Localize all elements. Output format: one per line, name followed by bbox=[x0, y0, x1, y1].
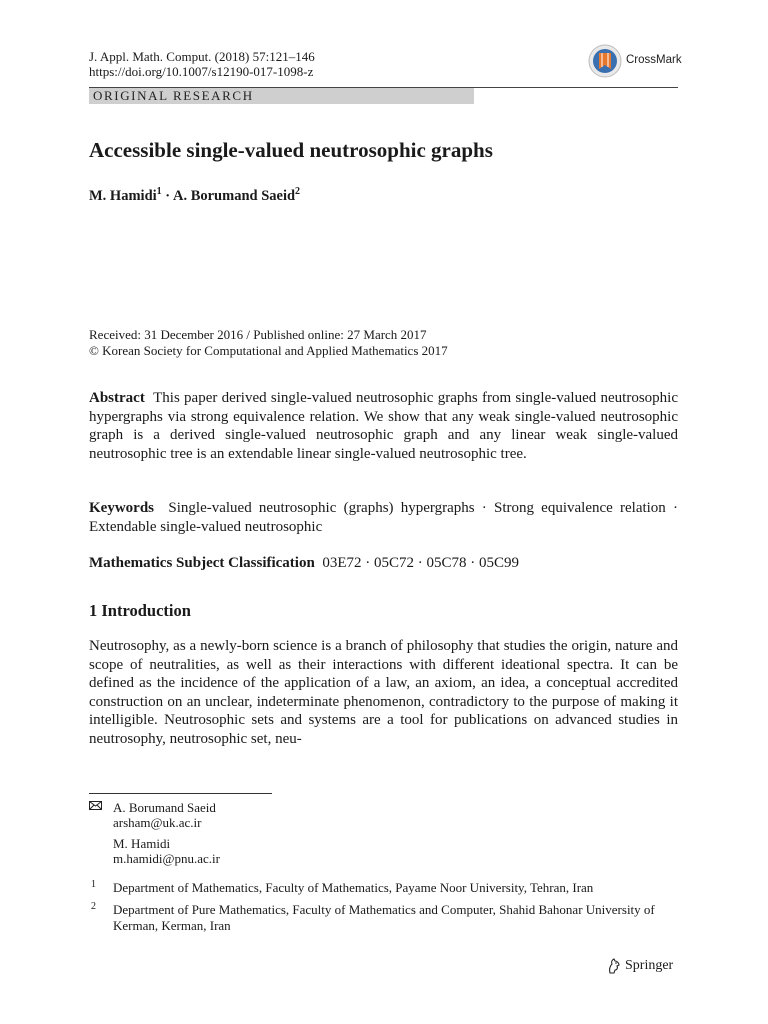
crossmark-badge[interactable] bbox=[588, 44, 684, 78]
article-category: ORIGINAL RESEARCH bbox=[93, 88, 254, 103]
author-name: M. Hamidi bbox=[89, 188, 157, 204]
keywords bbox=[89, 499, 678, 536]
envelope-icon bbox=[89, 801, 102, 810]
abstract-label: Abstract bbox=[89, 390, 145, 406]
keywords-label: Keywords bbox=[89, 500, 154, 516]
doi-link[interactable]: https://doi.org/10.1007/s12190-017-1098-z bbox=[89, 64, 314, 79]
msc-codes: 03E72 · 05C72 · 05C78 · 05C99 bbox=[322, 555, 519, 571]
subject-classification bbox=[89, 554, 678, 573]
author-separator: · bbox=[161, 188, 173, 204]
footnote-rule bbox=[89, 793, 272, 794]
corresponding-author-name: A. Borumand Saeid bbox=[113, 800, 216, 815]
keywords-text: Single-valued neutrosophic (graphs) hypergraphs · Strong equivalence relation · Extendable single-valued neutrosophic bbox=[89, 500, 678, 535]
corresponding-author-email[interactable]: arsham@uk.ac.ir bbox=[113, 815, 202, 830]
affiliation-marker: 2 bbox=[295, 186, 301, 197]
copyright-line: © Korean Society for Computational and Applied Mathematics 2017 bbox=[89, 342, 448, 358]
publication-history bbox=[89, 327, 448, 358]
author-name: A. Borumand Saeid bbox=[172, 188, 296, 204]
crossmark-label: CrossMark bbox=[626, 54, 682, 66]
affiliation-number: 2 bbox=[91, 901, 96, 912]
msc-label: Mathematics Subject Classification bbox=[89, 555, 315, 571]
coauthor-name: M. Hamidi bbox=[113, 836, 171, 851]
springer-horse-icon bbox=[607, 958, 621, 974]
affiliation-number: 1 bbox=[91, 879, 96, 890]
abstract-text: This paper derived single-valued neutrosophic graphs from single-valued neutrosophic hypergraphs via strong equivalence relation. We show that any weak single-valued neutrosophic graph is a derived single-valued neutrosophic graph and any linear weak single-valued neutrosophic tree is an extendable linear single-valued neutrosophic tree. bbox=[89, 390, 678, 462]
publisher-name: Springer bbox=[625, 958, 674, 973]
publisher-logo bbox=[607, 958, 673, 974]
crossmark-icon bbox=[588, 44, 622, 78]
introduction-paragraph: Neutrosophy, as a newly-born science is a branch of philosophy that studies the origin, nature and scope of neutralities, as well as their interactions with different ideational spectra. It can be defined as the incidence of the application of a law, an axiom, an idea, a conceptual accredited construction on an unclear, indeterminate phenomenon, contradictory to the purpose of making it intelligible. Neutrosophic sets and systems are a tool for publications on advanced studies in neutrosophy, neutrosophic set, neu- bbox=[89, 638, 678, 747]
paper-title: Accessible single-valued neutrosophic graphs bbox=[89, 138, 493, 162]
section-heading-introduction: 1 Introduction bbox=[89, 601, 191, 620]
affiliation-2: Department of Pure Mathematics, Faculty of Mathematics and Computer, Shahid Bahonar University of Kerman, Kerman, Iran bbox=[113, 902, 655, 933]
abstract bbox=[89, 389, 678, 463]
coauthor-email[interactable]: m.hamidi@pnu.ac.ir bbox=[113, 851, 220, 866]
author-line bbox=[89, 186, 300, 205]
journal-line: J. Appl. Math. Comput. (2018) 57:121–146 bbox=[89, 49, 315, 64]
received-line: Received: 31 December 2016 / Published online: 27 March 2017 bbox=[89, 327, 427, 342]
affiliation-1: Department of Mathematics, Faculty of Mathematics, Payame Noor University, Tehran, Iran bbox=[113, 880, 594, 895]
journal-citation bbox=[89, 49, 315, 79]
affiliation-marker: 1 bbox=[156, 186, 162, 197]
